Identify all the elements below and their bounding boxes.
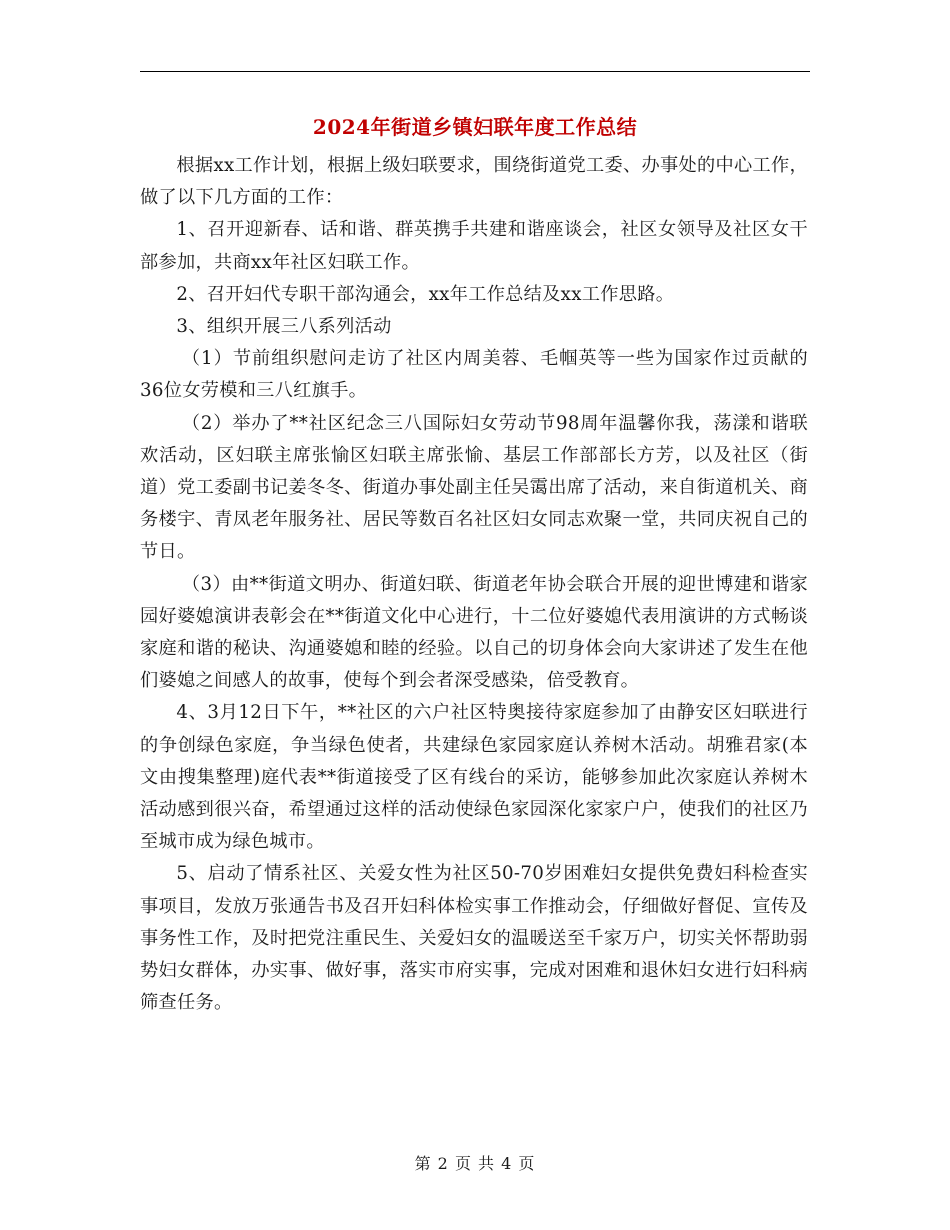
paragraph-item-4: 4、3月12日下午，**社区的六户社区特奥接待家庭参加了由静安区妇联进行的争创绿色家庭，争当绿色使者，共建绿色家园家庭认养树木活动。胡雅君家(本文由搜集整理)庭代表**街道接受了区有线台的采访，能够参加此次家庭认养树木活动感到很兴奋，希望通过这样的活动使绿色家园深化家家户户，使我们的社区乃至城市成为绿色城市。 bbox=[140, 702, 808, 853]
paragraph-intro: 根据xx工作计划，根据上级妇联要求，围绕街道党工委、办事处的中心工作，做了以下几方面的工作： bbox=[140, 155, 808, 209]
paragraph-item-3: 3、组织开展三八系列活动 bbox=[176, 316, 392, 338]
paragraph-item-5: 5、启动了情系社区、关爱女性为社区50-70岁困难妇女提供免费妇科检查实事项目，发放万张通告书及召开妇科体检实事工作推动会，仔细做好督促、宣传及事务性工作，及时把党注重民生、关爱妇女的温暖送至千家万户，切实关怀帮助弱势妇女群体，办实事、做好事，落实市府实事，完成对困难和退休妇女进行妇科病筛查任务。 bbox=[140, 863, 808, 1014]
document-body bbox=[140, 150, 808, 1019]
paragraph-item-3-2: （2）举办了**社区纪念三八国际妇女劳动节98周年温馨你我，荡漾和谐联欢活动，区妇联主席张愉区妇联主席张愉、基层工作部部长方芳，以及社区（街道）党工委副书记姜冬冬、街道办事处副主任吴霭出席了活动，来自街道机关、商务楼宇、青凤老年服务社、居民等数百名社区妇女同志欢聚一堂，共同庆祝自己的节日。 bbox=[140, 412, 808, 563]
paragraph-item-3-1: （1）节前组织慰问走访了社区内周美蓉、毛帼英等一些为国家作过贡献的36位女劳模和三八红旗手。 bbox=[140, 348, 808, 402]
paragraph-item-2: 2、召开妇代专职干部沟通会，xx年工作总结及xx工作思路。 bbox=[176, 283, 675, 305]
paragraph-item-3-3: （3）由**街道文明办、街道妇联、街道老年协会联合开展的迎世博建和谐家园好婆媳演讲表彰会在**街道文化中心进行，十二位好婆媳代表用演讲的方式畅谈家庭和谐的秘诀、沟通婆媳和睦的经验。以自己的切身体会向大家讲述了发生在他们婆媳之间感人的故事，使每个到会者深受感染，倍受教育。 bbox=[140, 573, 808, 692]
header-rule bbox=[140, 71, 810, 72]
document-title: 2024年街道乡镇妇联年度工作总结 bbox=[312, 115, 638, 139]
paragraph-item-1: 1、召开迎新春、话和谐、群英携手共建和谐座谈会，社区女领导及社区女干部参加，共商xx年社区妇联工作。 bbox=[140, 219, 808, 273]
page-number-footer: 第 2 页 共 4 页 bbox=[414, 1154, 536, 1173]
